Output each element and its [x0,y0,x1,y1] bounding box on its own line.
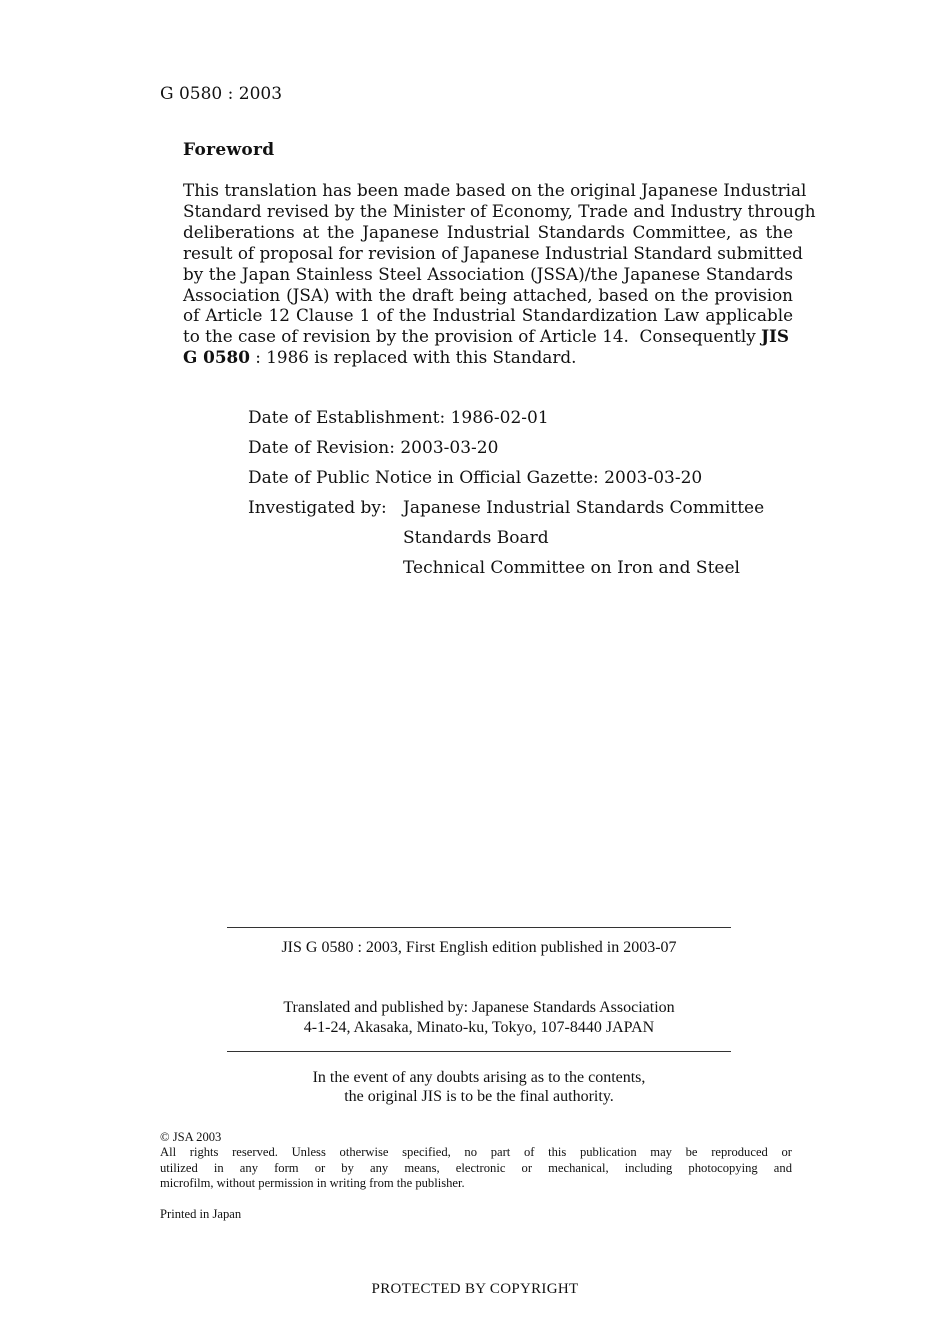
authority-line: In the event of any doubts arising as to the contents, [312,1069,646,1086]
investigating-body: Japanese Industrial Standards Committee [403,498,765,518]
foreword-paragraph [183,180,816,368]
authority-note [227,1068,731,1106]
translated-by: Translated and published by: Japanese Standards Association [283,999,675,1016]
edition-line: JIS G 0580 : 2003, First English edition published in 2003-07 [281,939,677,956]
foreword-line: deliberations at the Japanese Industrial Standards Committee, as the [183,221,793,242]
investigating-body: Technical Committee on Iron and Steel [403,558,740,578]
protected-footer: PROTECTED BY COPYRIGHT [371,1281,579,1297]
publisher-address: 4-1-24, Akasaka, Minato-ku, Tokyo, 107-8440 JAPAN [303,1019,655,1036]
document-code: G 0580 : 2003 [160,84,283,104]
foreword-line: This translation has been made based on the original Japanese Industrial [183,180,807,200]
foreword-line [183,347,793,368]
foreword-heading: Foreword [183,140,275,160]
copyright-notice: © JSA 2003 [160,1130,222,1144]
foreword-line [183,326,793,347]
foreword-line-text: : 1986 is replaced with this Standard. [249,347,577,368]
foreword-line: result of proposal for revision of Japanese Industrial Standard submitted [183,242,803,263]
rights-line: All rights reserved. Unless otherwise specified, no part of this publication may be reproduced or [160,1145,792,1160]
publisher-block [227,998,731,1038]
authority-line: the original JIS is to be the final authority. [344,1088,614,1105]
foreword-line-text: to the case of revision by the provision of Article 14. Consequently [183,326,762,347]
divider [227,927,731,928]
dates-block [248,403,702,493]
investigating-body: Standards Board [403,528,549,548]
foreword-line: of Article 12 Clause 1 of the Industrial Standardization Law applicable [183,305,793,326]
divider [227,1051,731,1052]
standard-ref-bold: JIS [761,326,789,347]
rights-line: microfilm, without permission in writing from the publisher. [160,1176,465,1191]
printed-in: Printed in Japan [160,1207,242,1221]
date-public-notice: Date of Public Notice in Official Gazette: 2003-03-20 [248,468,703,488]
copyright-block [160,1130,792,1192]
foreword-line: Standard revised by the Minister of Economy, Trade and Industry through [183,200,816,221]
foreword-line: Association (JSA) with the draft being attached, based on the provision [183,284,793,305]
investigated-by-label: Investigated by: [248,498,387,518]
date-establishment: Date of Establishment: 1986-02-01 [248,408,549,428]
investigating-bodies [403,493,764,583]
standard-ref-bold: G 0580 [183,347,250,368]
rights-line: utilized in any form or by any means, electronic or mechanical, including photocopying and [160,1160,792,1175]
foreword-line: by the Japan Stainless Steel Association (JSSA)/the Japanese Standards [183,263,793,284]
date-revision: Date of Revision: 2003-03-20 [248,438,499,458]
